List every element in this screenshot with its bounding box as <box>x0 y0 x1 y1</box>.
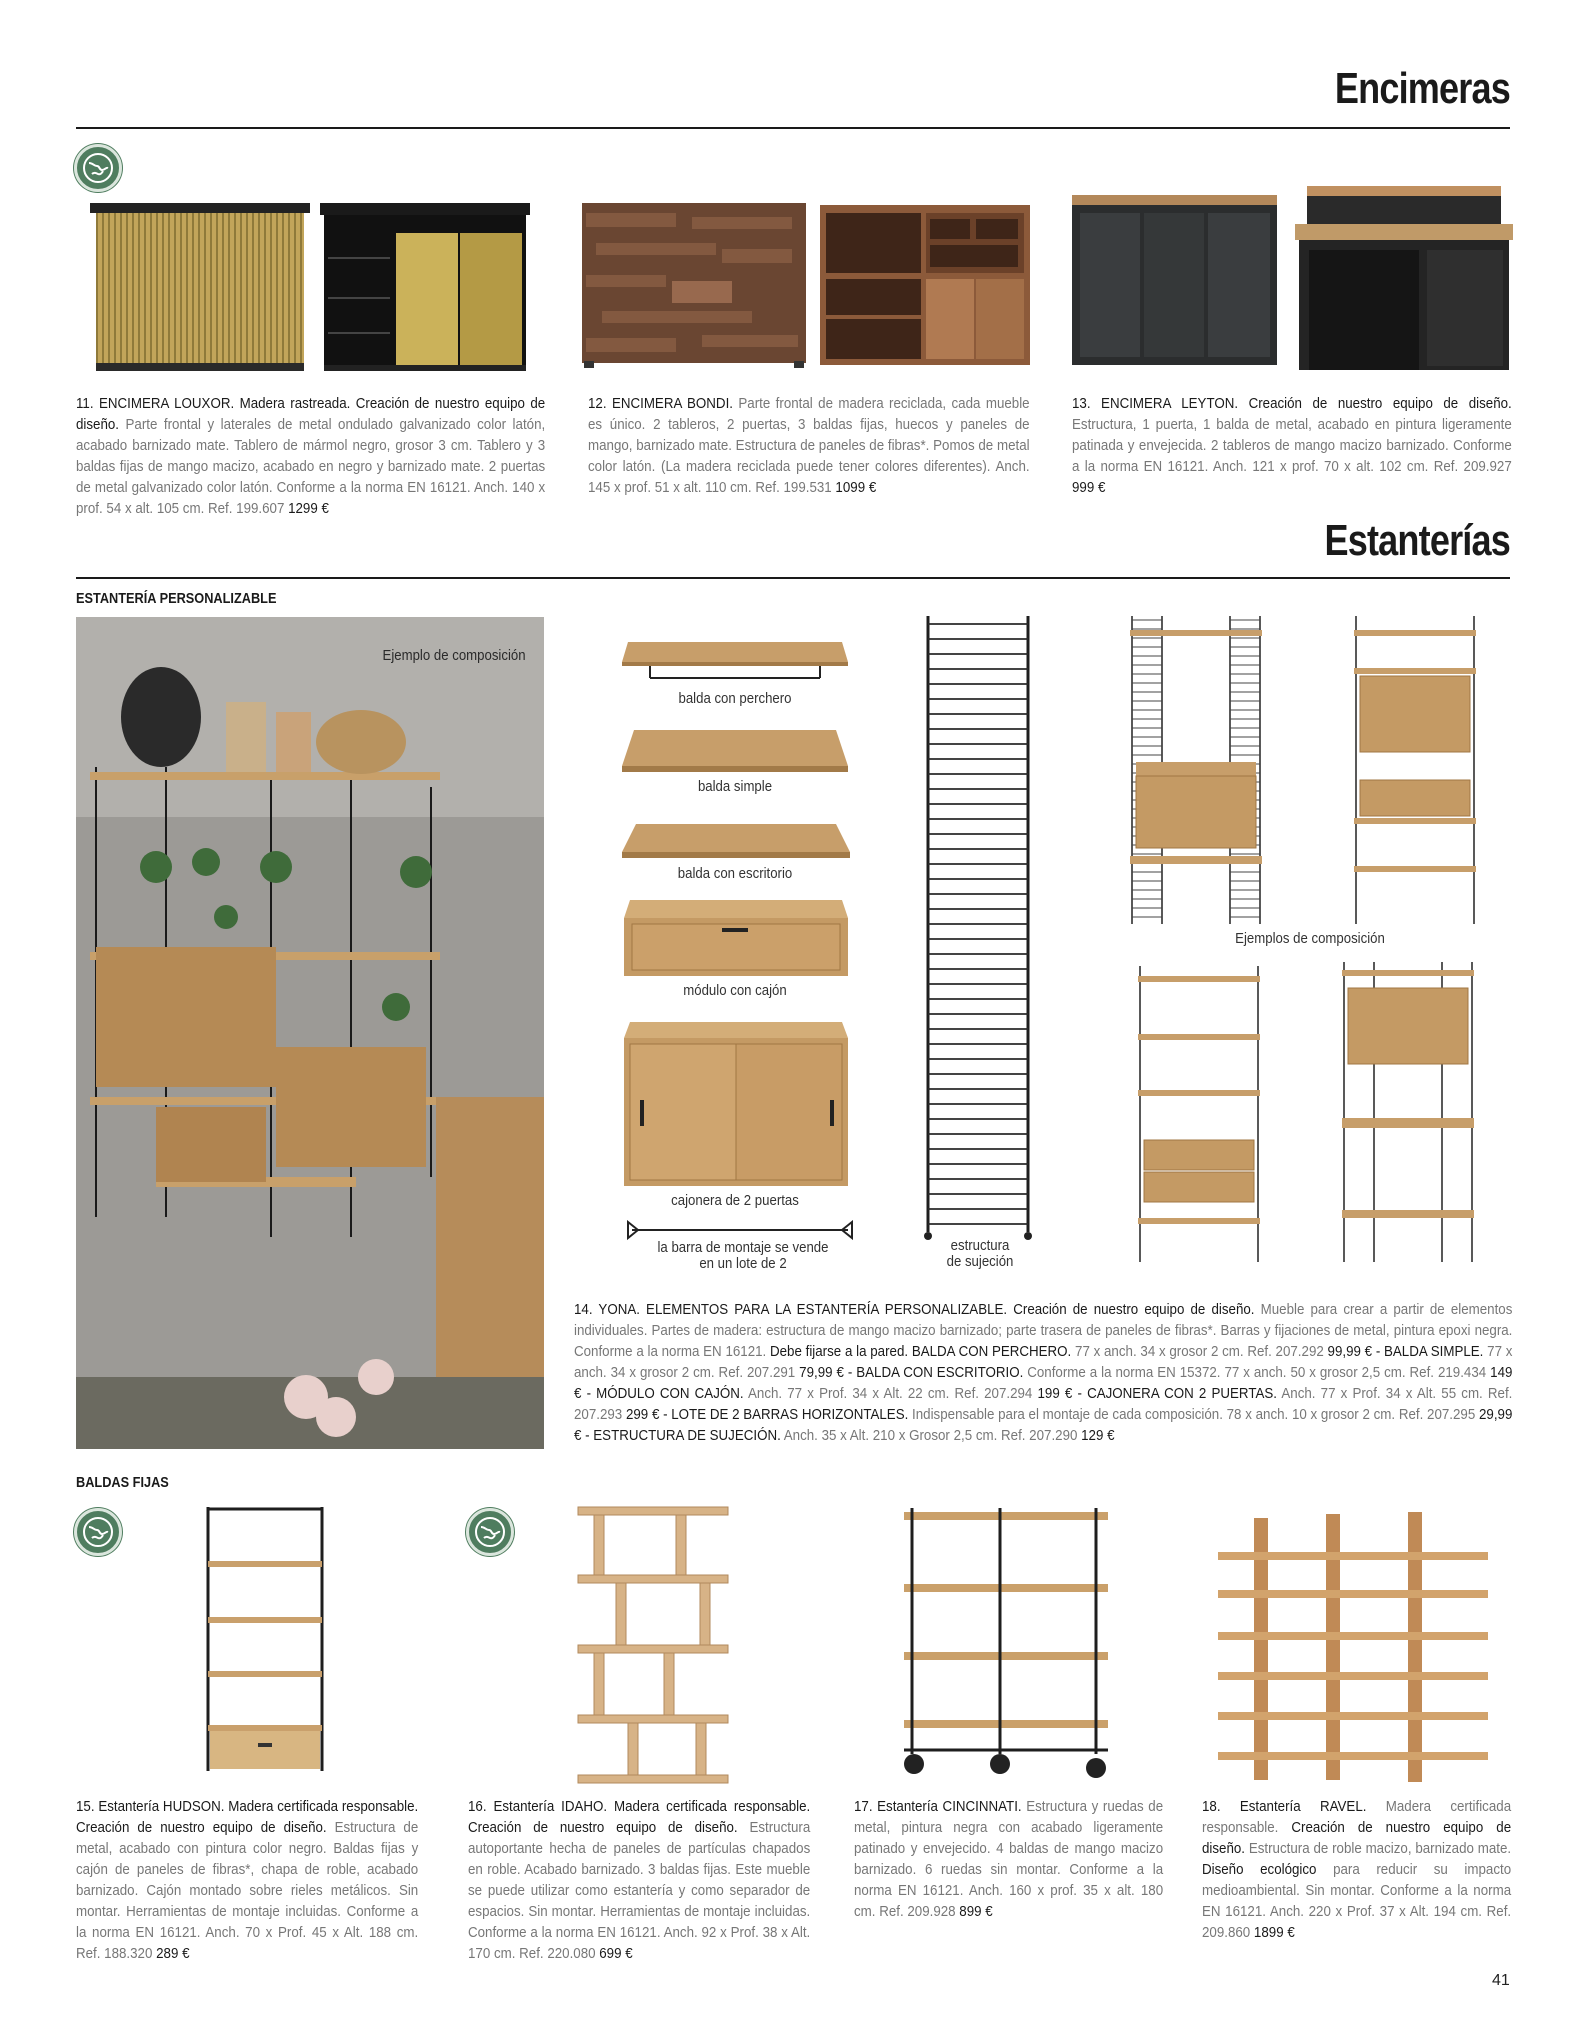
eco-globe-icon <box>74 144 122 192</box>
description-highlight: 1899 € <box>1253 1925 1295 1941</box>
description-highlight: 149 € - MÓDULO CON CAJÓN. <box>574 1365 1513 1402</box>
description-highlight: 12. ENCIMERA BONDI. <box>588 396 733 412</box>
description-highlight: 15. Estantería HUDSON. Madera certificada responsable. Creación de nuestro equipo de diseño. <box>76 1799 419 1836</box>
fixed-shelves-subtitle: BALDAS FIJAS <box>76 1474 169 1491</box>
bondi-cabinet-back-image <box>820 205 1030 368</box>
description-text: Anch. 77 x Prof. 34 x Alt. 55 cm. Ref. 207.293 <box>574 1386 1513 1423</box>
eco-globe-icon <box>466 1508 514 1556</box>
description-highlight: 18. Estantería RAVEL. <box>1202 1799 1367 1815</box>
description-highlight: 999 € <box>1072 480 1106 496</box>
description-highlight: 299 € - LOTE DE 2 BARRAS HORIZONTALES. <box>625 1407 909 1423</box>
product-15-description <box>76 1797 418 1965</box>
description-highlight: 29,99 € - ESTRUCTURA DE SUJECIÓN. <box>574 1407 1513 1444</box>
product-17-description <box>854 1797 1163 1923</box>
description-text: para reducir su impacto medioambiental. Sin montar. Conforme a la norma EN 16121. Anch. 220 x Prof. 37 x Alt. 194 cm. Ref. 209.860 <box>1202 1862 1512 1941</box>
description-highlight: 1299 € <box>288 501 329 517</box>
cajonera-label: cajonera de 2 puertas <box>671 1192 799 1209</box>
louxor-cabinet-front-image <box>90 203 310 373</box>
composition-example-2-image <box>1350 612 1480 930</box>
composition-example-4-image <box>1338 958 1478 1268</box>
examples-label: Ejemplos de composición <box>1235 930 1385 947</box>
description-highlight: 289 € <box>156 1946 190 1962</box>
description-text: Parte frontal de madera reciclada, cada mueble es único. 2 tableros, 2 puertas, 3 baldas fijas, huecos y paneles de mango, barnizado mate. Estructura de paneles de fibras*. Pomos de metal color latón. (La madera reciclada puede tener colores diferentes). Anch. 145 x prof. 51 x alt. 110 cm. Ref. 199.531 <box>588 396 1030 496</box>
description-highlight: 129 € <box>1081 1428 1115 1444</box>
description-text: Parte frontal y laterales de metal ondulado galvanizado color latón, acabado barnizado mate. Tablero de mármol negro, grosor 3 cm. Tablero y 3 baldas fijas de mango macizo, acabado en negro y barnizado mate. 2 puertas de metal galvanizado color latón. Conforme a la norma EN 16121. Anch. 140 x prof. 54 x alt. 105 cm. Ref. 199.607 <box>76 417 546 517</box>
balda-escritorio-label: balda con escritorio <box>677 865 793 882</box>
description-highlight: 899 € <box>959 1904 993 1920</box>
custom-shelf-lifestyle-photo <box>76 617 544 1449</box>
description-highlight: Creación de nuestro equipo de diseño. <box>1202 1820 1512 1857</box>
product-18-description <box>1202 1797 1511 1944</box>
modulo-cajon-label: módulo con cajón <box>683 982 787 999</box>
description-text: Anch. 35 x Alt. 210 x Grosor 2,5 cm. Ref. 207.290 <box>780 1428 1082 1444</box>
balda-escritorio-image <box>620 820 852 864</box>
photo-caption: Ejemplo de composición <box>382 647 526 664</box>
composition-example-3-image <box>1136 962 1262 1268</box>
barra-montaje-label: la barra de montaje se vende en un lote de 2 <box>657 1239 829 1272</box>
product-13-description <box>1072 394 1512 499</box>
section-title-estanterias: Estanterías <box>1324 516 1510 565</box>
description-highlight: 17. Estantería CINCINNATI. <box>854 1799 1022 1815</box>
description-text: Indispensable para el montaje de cada composición. 78 x anch. 10 x grosor 2 cm. Ref. 207.295 <box>908 1407 1479 1423</box>
description-text: Mueble para crear a partir de elementos individuales. Partes de madera: estructura de mango macizo barnizado; parte trasera de paneles de fibras*. Barras y fijaciones de metal, pintura epoxi negra. Conforme a la norma EN 16121. <box>574 1302 1513 1360</box>
description-text: Estructura de roble macizo, barnizado mate. <box>1245 1841 1512 1857</box>
balda-perchero-image <box>620 638 850 688</box>
product-11-description <box>76 394 545 520</box>
description-highlight: 699 € <box>599 1946 633 1962</box>
cajonera-image <box>622 1020 850 1190</box>
section-title-encimeras: Encimeras <box>1334 64 1510 113</box>
hudson-shelf-image <box>204 1505 326 1773</box>
eco-globe-icon <box>74 1508 122 1556</box>
composition-example-1-image <box>1126 612 1266 930</box>
description-highlight: 1099 € <box>835 480 877 496</box>
description-text: Estructura autoportante hecha de paneles de partículas chapados en roble. Acabado barnizado. 3 baldas fijas. Este mueble se puede utilizar como estantería y como separador de espacios. Sin montar. Herramientas de montaje incluidas. Conforme a la norma EN 16121. Anch. 92 x Prof. 38 x Alt. 170 cm. Ref. 220.080 <box>468 1820 811 1962</box>
modulo-cajon-image <box>622 898 850 980</box>
idaho-shelf-image <box>576 1505 732 1787</box>
description-highlight: Debe fijarse a la pared. BALDA CON PERCHERO. <box>769 1344 1072 1360</box>
description-text: Estructura de metal, acabado con pintura color negro. Baldas fijas y cajón de paneles de fibras*, chapa de roble, acabado barnizado. Cajón montado sobre rieles metálicos. Sin montar. Herramientas de montaje incluidas. Conforme a la norma EN 16121. Anch. 70 x Prof. 45 x Alt. 188 cm. Ref. 188.320 <box>76 1820 419 1962</box>
description-highlight: 99,99 € - BALDA SIMPLE. <box>1327 1344 1484 1360</box>
balda-perchero-label: balda con perchero <box>678 690 792 707</box>
description-text: 77 x anch. 34 x grosor 2 cm. Ref. 207.291 <box>574 1344 1513 1381</box>
description-text: Anch. 77 x Prof. 34 x Alt. 22 cm. Ref. 207.294 <box>743 1386 1038 1402</box>
balda-simple-image <box>620 726 850 778</box>
product-12-description <box>588 394 1030 499</box>
description-text: Madera certificada responsable. <box>1202 1799 1512 1836</box>
description-highlight: 13. ENCIMERA LEYTON. Creación de nuestro equipo de diseño. <box>1072 396 1512 412</box>
description-text: 77 x anch. 34 x grosor 2 cm. Ref. 207.292 <box>1071 1344 1328 1360</box>
estructura-label: estructura de sujeción <box>946 1237 1014 1270</box>
page-number: 41 <box>1492 1972 1510 1989</box>
description-highlight: 79,99 € - BALDA CON ESCRITORIO. <box>799 1365 1024 1381</box>
description-highlight: 14. YONA. ELEMENTOS PARA LA ESTANTERÍA PERSONALIZABLE. Creación de nuestro equipo de diseño. <box>574 1302 1255 1318</box>
section-divider <box>76 577 1510 579</box>
ravel-shelf-image <box>1218 1512 1488 1784</box>
description-text: Conforme a la norma EN 15372. 77 x anch. 50 x grosor 2,5 cm. Ref. 219.434 <box>1023 1365 1491 1381</box>
description-highlight: 16. Estantería IDAHO. Madera certificada responsable. Creación de nuestro equipo de diseño. <box>468 1799 811 1836</box>
section-divider <box>76 127 1510 129</box>
description-highlight: 11. ENCIMERA LOUXOR. Madera rastreada. Creación de nuestro equipo de diseño. <box>76 396 546 433</box>
description-text: Estructura y ruedas de metal, pintura negra con acabado ligeramente patinado y envejecido. 4 baldas de mango macizo barnizado. 6 ruedas sin montar. Conforme a la norma EN 16121. Anch. 160 x prof. 35 x alt. 180 cm. Ref. 209.928 <box>854 1799 1164 1920</box>
cincinnati-shelf-image <box>900 1502 1112 1780</box>
leyton-cabinet-front-image <box>1072 195 1277 370</box>
description-highlight: Diseño ecológico <box>1202 1862 1317 1878</box>
bondi-cabinet-front-image <box>582 203 806 368</box>
product-14-description <box>574 1300 1512 1447</box>
description-text: Estructura, 1 puerta, 1 balda de metal, acabado en pintura ligeramente patinada y envejecida. 2 tableros de mango macizo barnizado. Conforme a la norma EN 16121. Anch. 121 x prof. 70 x alt. 102 cm. Ref. 209.927 <box>1072 417 1512 475</box>
custom-shelf-subtitle: ESTANTERÍA PERSONALIZABLE <box>76 590 277 607</box>
leyton-cabinet-back-image <box>1295 186 1513 372</box>
description-highlight: 199 € - CAJONERA CON 2 PUERTAS. <box>1037 1386 1277 1402</box>
product-16-description <box>468 1797 810 1965</box>
estructura-sujecion-image <box>922 614 1034 1242</box>
balda-simple-label: balda simple <box>697 778 773 795</box>
louxor-cabinet-open-image <box>320 203 530 373</box>
